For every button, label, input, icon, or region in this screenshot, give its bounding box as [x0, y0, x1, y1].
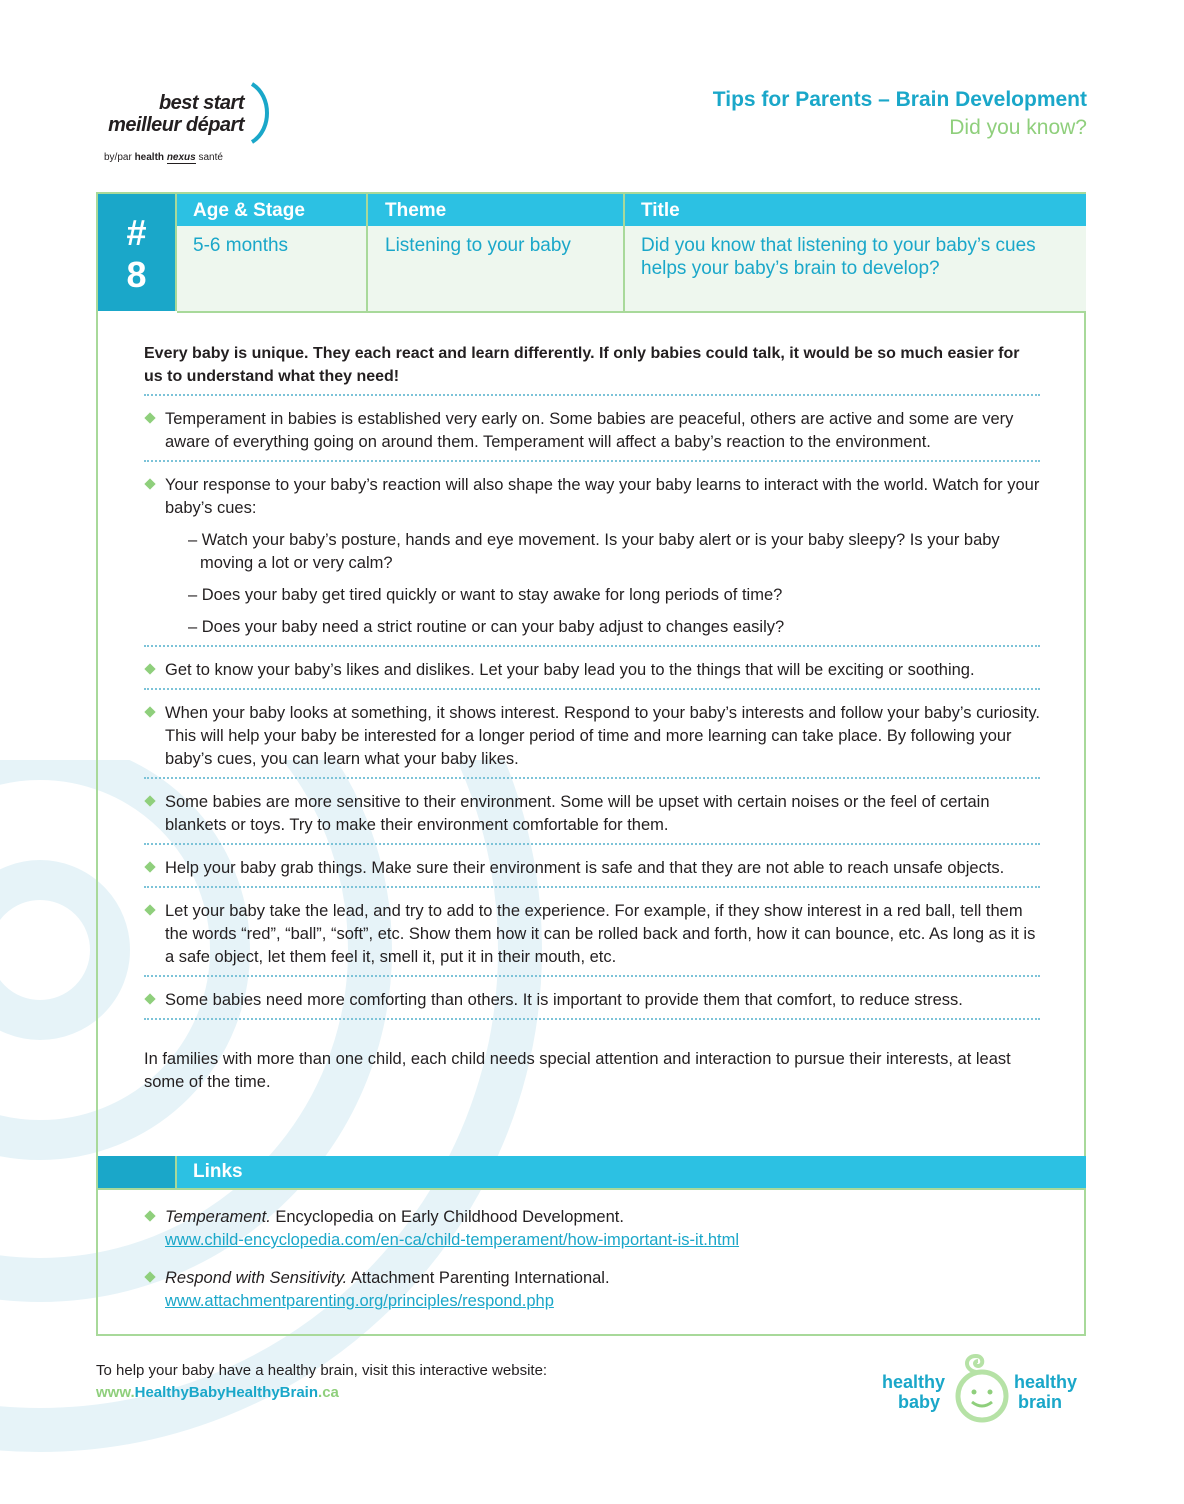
title-value: Did you know that listening to your baby’s cues helps your baby’s brain to develop?	[641, 235, 1036, 279]
logo-healthy-right: healthy	[1014, 1372, 1078, 1392]
logo-by-sante: santé	[198, 152, 223, 163]
logo-by-prefix: by/par	[104, 152, 132, 163]
links-list	[144, 1206, 1024, 1328]
diamond-bullet-icon	[144, 663, 155, 674]
footer-text: To help your baby have a healthy brain, visit this interactive website:	[96, 1362, 548, 1379]
intro-text: Every baby is unique. They each react and learn differently. If only babies could talk, it would be so much easier for us to understand what they need!	[144, 342, 1040, 396]
tip-number: 8	[126, 254, 147, 295]
column-divider	[175, 194, 177, 311]
list-item-text: Temperament in babies is established very early on. Some babies are peaceful, others are active and some are very aware of everything going on around them. Temperament will affect a baby’s reaction to the environment.	[165, 410, 1014, 451]
logo-by-nexus: nexus	[166, 152, 196, 163]
sub-list-item: – Does your baby get tired quickly or want to stay awake for long periods of time?	[188, 586, 783, 604]
footer-url-main: HealthyBabyHealthyBrain	[134, 1384, 319, 1401]
title-header: Title	[641, 200, 680, 221]
theme-header: Theme	[385, 200, 447, 221]
logo-line-1: best start	[158, 92, 244, 114]
diamond-bullet-icon	[144, 1271, 155, 1282]
links-header	[177, 1156, 1086, 1190]
logo-healthy-left: healthy	[882, 1372, 946, 1392]
link-url[interactable]: www.attachmentparenting.org/principles/respond.php	[165, 1292, 554, 1310]
column-divider	[623, 194, 625, 311]
list-item	[144, 888, 1040, 977]
diamond-bullet-icon	[144, 412, 155, 423]
diamond-bullet-icon	[144, 993, 155, 1004]
list-item	[144, 779, 1040, 845]
list-item-text: Help your baby grab things. Make sure their environment is safe and that they are not able to reach unsafe objects.	[165, 859, 1005, 877]
tip-card	[96, 192, 1086, 1336]
logo-by-health: health	[134, 152, 165, 163]
footer-url-www: www.	[96, 1384, 135, 1401]
page-subtitle: Did you know?	[949, 116, 1087, 139]
footer-website-link[interactable]	[96, 1384, 339, 1401]
list-item	[144, 647, 1040, 690]
diamond-bullet-icon	[144, 478, 155, 489]
info-table-header	[177, 194, 1086, 226]
link-item	[144, 1267, 1024, 1313]
logo-baby: baby	[898, 1392, 941, 1412]
tip-hash: #	[126, 212, 147, 253]
links-left-block	[98, 1156, 175, 1190]
link-item	[144, 1206, 1024, 1252]
list-item-text: When your baby looks at something, it shows interest. Respond to your baby’s interests and follow your baby’s curiosity. This will help your baby be interested for a longer period of time and more learning can take place. By following your baby’s cues, you can learn what your baby likes.	[165, 704, 1040, 768]
baby-face-icon	[954, 1352, 1010, 1426]
list-item-text: Let your baby take the lead, and try to add to the experience. For example, if they show interest in a red ball, tell them the words “red”, “ball”, “soft”, etc. Show them how it can be rolled back and forth, how it can bounce, etc. As long as it is a safe object, let them feel it, smell it, put it in their mouth, etc.	[165, 902, 1036, 966]
diamond-bullet-icon	[144, 795, 155, 806]
diamond-bullet-icon	[144, 1210, 155, 1221]
list-item-text: Some babies need more comforting than others. It is important to provide them that comfort, to reduce stress.	[165, 991, 963, 1009]
link-url[interactable]: www.child-encyclopedia.com/en-ca/child-temperament/how-important-is-it.html	[165, 1231, 740, 1249]
sub-list-item: – Does your baby need a strict routine or can your baby adjust to changes easily?	[188, 618, 785, 636]
diamond-bullet-icon	[144, 861, 155, 872]
theme-value: Listening to your baby	[385, 235, 571, 256]
list-item	[144, 396, 1040, 462]
tip-content	[144, 342, 1040, 1094]
age-stage-header: Age & Stage	[193, 200, 305, 221]
age-stage-value: 5-6 months	[193, 235, 289, 256]
logo-bracket-icon	[246, 82, 276, 144]
list-item	[144, 462, 1040, 647]
list-item	[144, 977, 1040, 1020]
links-title: Links	[193, 1161, 243, 1182]
logo-line-2: meilleur départ	[108, 114, 244, 136]
page-title: Tips for Parents – Brain Development	[712, 88, 1087, 111]
logo-brain: brain	[1018, 1392, 1063, 1412]
diamond-bullet-icon	[144, 706, 155, 717]
diamond-bullet-icon	[144, 904, 155, 915]
link-source: Encyclopedia on Early Childhood Development.	[275, 1208, 624, 1226]
footer-url-tld: .ca	[318, 1384, 339, 1401]
list-item	[144, 690, 1040, 779]
tip-number-box	[98, 194, 175, 311]
list-item-text: Some babies are more sensitive to their environment. Some will be upset with certain noises or the feel of certain blankets or toys. Try to make their environment comfortable for them.	[165, 793, 990, 834]
outro-text: In families with more than one child, each child needs special attention and interaction to pursue their interests, at least some of the time.	[144, 1050, 1011, 1091]
healthy-baby-healthy-brain-logo	[878, 1348, 1088, 1428]
list-item-text: Get to know your baby’s likes and dislikes. Let your baby lead you to the things that will be exciting or soothing.	[165, 661, 975, 679]
logo-byline	[104, 152, 223, 163]
column-divider	[366, 194, 368, 311]
sub-list-item: – Watch your baby’s posture, hands and eye movement. Is your baby alert or is your baby sleepy? Is your baby moving a lot or very calm?	[188, 531, 1000, 572]
best-start-logo	[104, 82, 284, 172]
link-title: Respond with Sensitivity.	[165, 1269, 348, 1287]
link-title: Temperament.	[165, 1208, 271, 1226]
link-source: Attachment Parenting International.	[350, 1269, 610, 1287]
list-item	[144, 845, 1040, 888]
list-item-text: Your response to your baby’s reaction will also shape the way your baby learns to interact with the world. Watch for your baby’s cues:	[165, 476, 1040, 517]
